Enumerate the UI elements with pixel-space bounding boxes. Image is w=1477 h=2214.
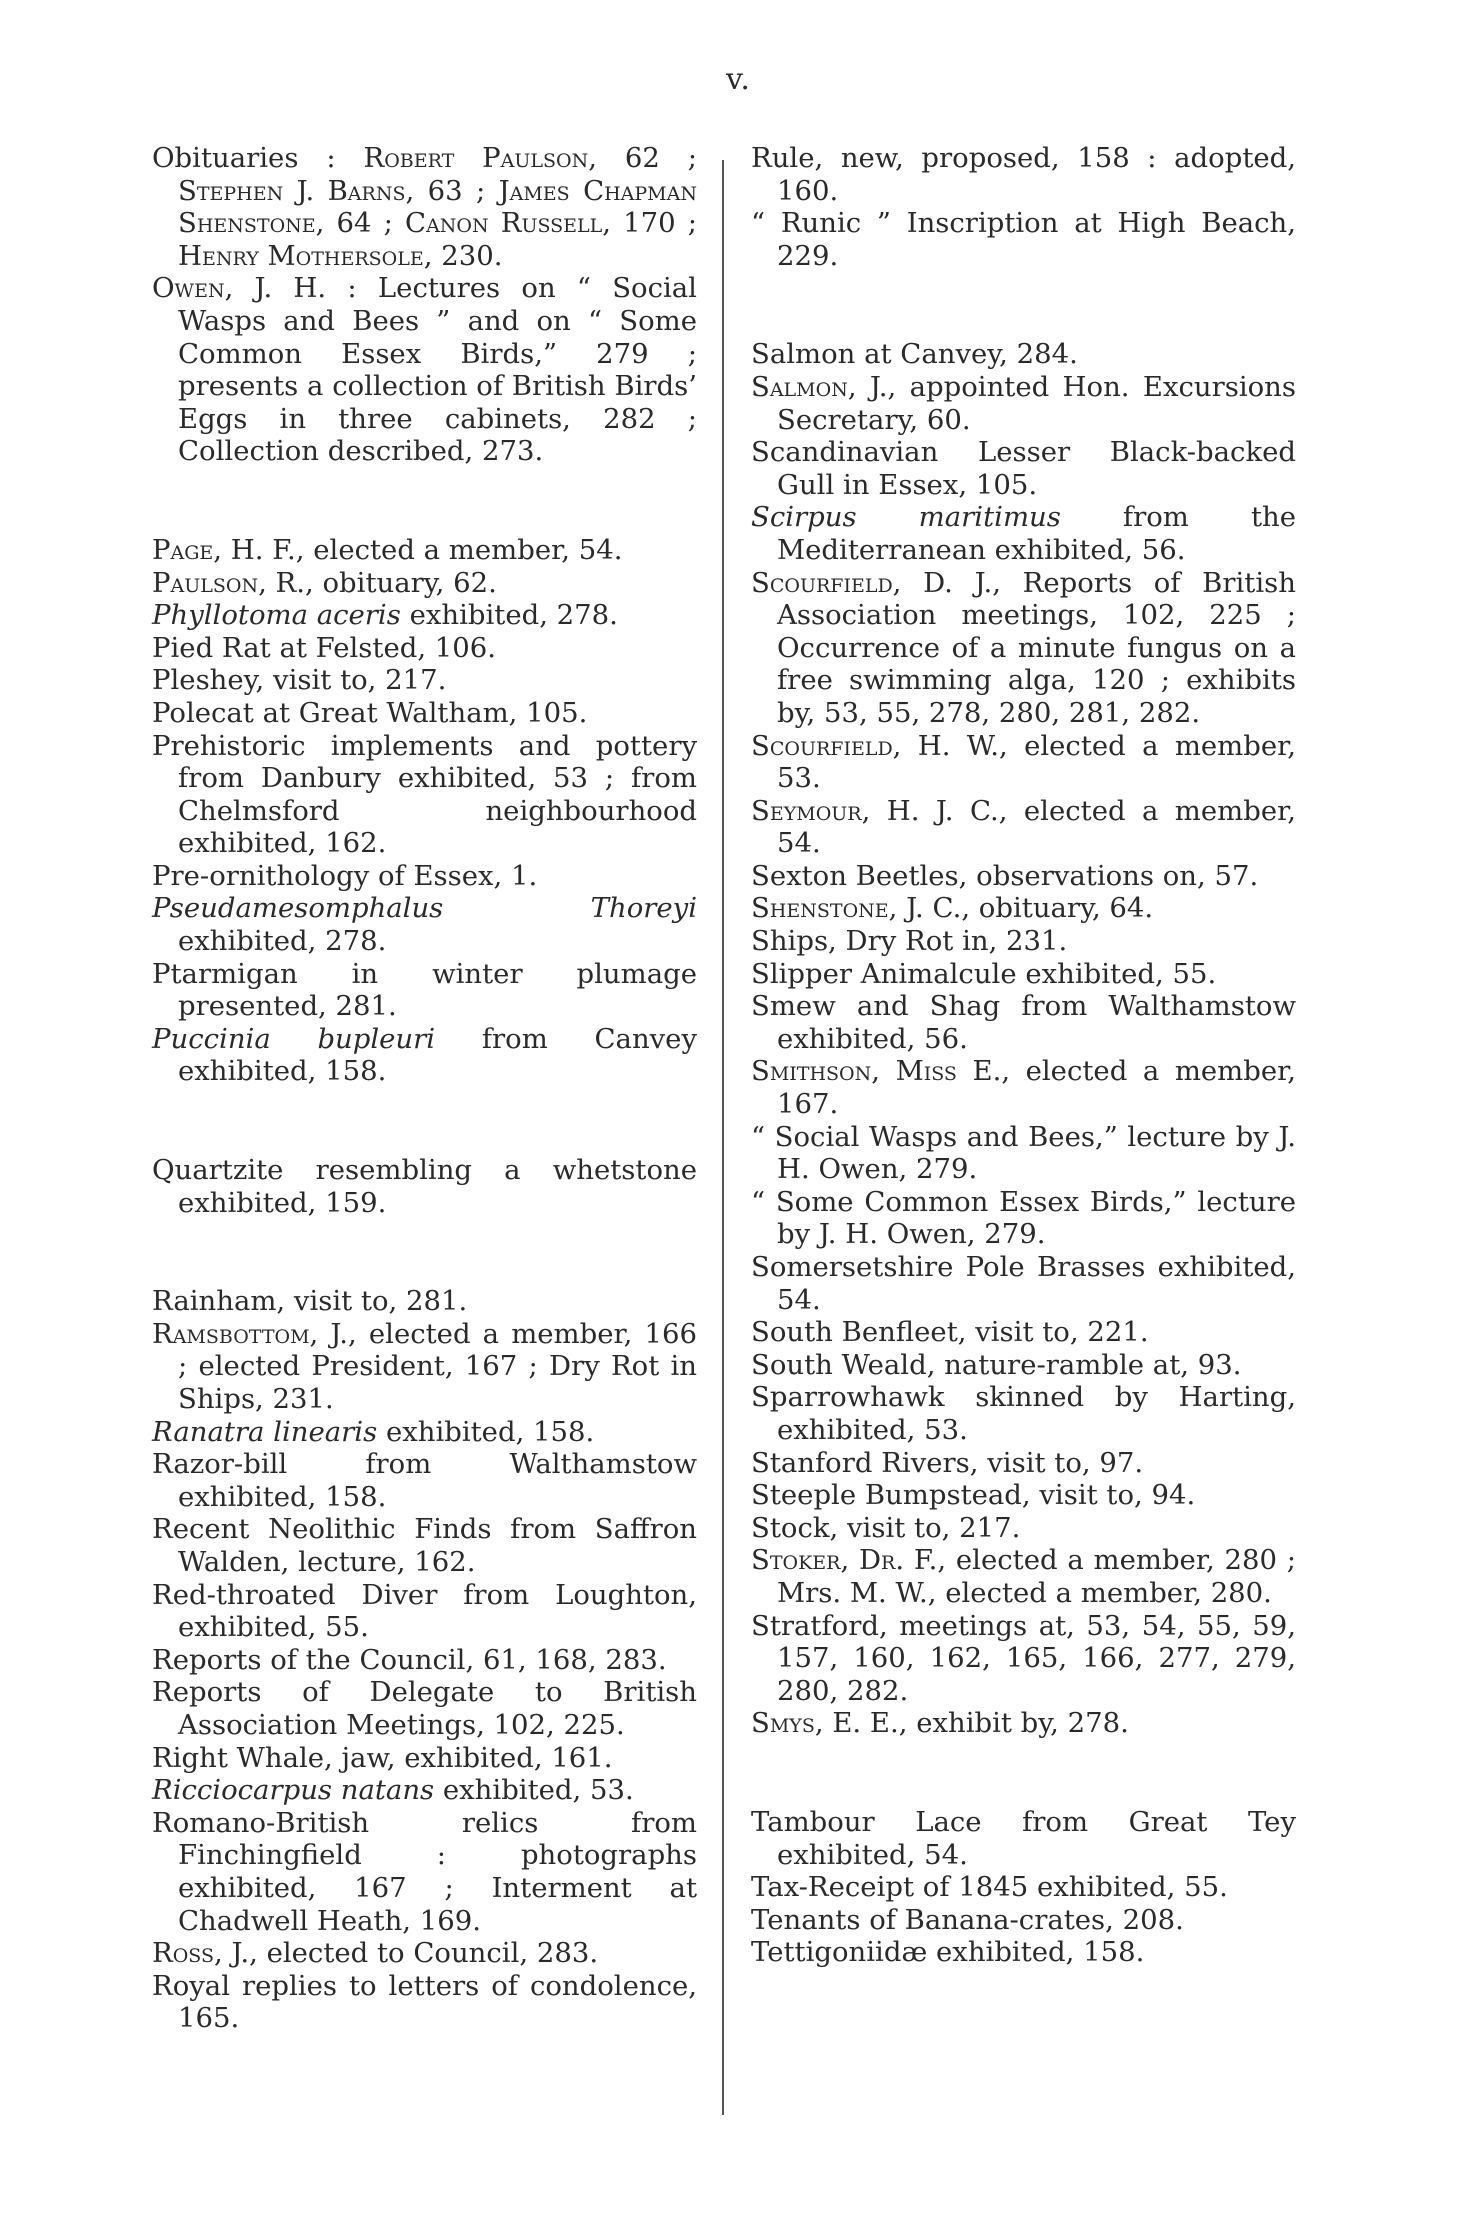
entry-text: Puccinia bupleuri — [152, 1022, 436, 1055]
entry-text: Ships, Dry Rot in, 231. — [751, 925, 1068, 958]
index-entry — [751, 795, 1296, 860]
entry-text: Slipper Animalcule exhibited, 55. — [751, 957, 1217, 990]
entry-text: “ Social Wasps and Bees,” lecture by J. H. Owen, 279. — [751, 1120, 1296, 1186]
entry-text: Paulson, R. — [152, 566, 306, 599]
entry-text: , elected a member, 166 ; elected President, 167 ; Dry Rot in Ships, 231. — [178, 1317, 697, 1415]
index-entry — [751, 207, 1296, 272]
index-entry — [751, 892, 1296, 925]
section-gap — [751, 272, 1296, 338]
index-entry — [751, 1936, 1296, 1969]
index-entry — [152, 1448, 697, 1513]
entry-text: “ Some Common Essex Birds,” lecture by J. H. Owen, 279. — [751, 1185, 1296, 1251]
index-entry — [152, 697, 697, 730]
entry-text: exhibited, 278. — [178, 925, 387, 958]
index-entry — [152, 142, 697, 272]
entry-text: Stratford, meetings at, 53, 54, 55, 59, 157, 160, 162, 165, 166, 277, 279, 280, 282. — [751, 1609, 1296, 1707]
entry-text: Tettigoniidæ exhibited, 158. — [751, 1936, 1145, 1969]
index-entry — [751, 958, 1296, 991]
entry-text: Henry Mothersole — [178, 239, 424, 272]
entry-text: , elected a member, 167. — [777, 1055, 1296, 1121]
entry-text: , obituary, 64. — [961, 892, 1154, 925]
entry-text: Royal replies to letters of condolence, 165. — [152, 1969, 697, 2035]
index-entry — [751, 1121, 1296, 1186]
entry-text: Stanford Rivers, visit to, 97. — [751, 1446, 1144, 1479]
index-entry — [751, 1610, 1296, 1708]
index-entry — [152, 1513, 697, 1578]
index-entry — [152, 1937, 697, 1970]
index-entry — [152, 1774, 697, 1807]
index-entry — [152, 632, 697, 665]
index-entry — [152, 1023, 697, 1088]
entry-text: Reports of Delegate to British Association Meetings, 102, 225. — [152, 1676, 697, 1741]
entry-text: Right Whale, jaw, exhibited, 161. — [152, 1741, 613, 1774]
entry-text: Ranatra linearis — [152, 1415, 378, 1448]
index-entry — [751, 501, 1296, 566]
entry-text: , elected a member, 280 ; Mrs. M. W., elected a member, 280. — [777, 1544, 1296, 1609]
entry-text: , 62 ; — [588, 142, 698, 174]
index-entry — [751, 1251, 1296, 1316]
index-column-left — [152, 142, 697, 2035]
index-entry — [751, 1349, 1296, 1382]
entry-text: Stoker, Dr. F. — [751, 1544, 938, 1577]
index-entry — [152, 1970, 697, 2035]
entry-text: Romano-British relics from Finchingfield : photographs exhibited, 167 ; Interment at Chadwell Heath, 169. — [152, 1806, 697, 1937]
entry-text: Canon Russell — [405, 207, 603, 240]
entry-text: , 230. — [423, 239, 503, 272]
index-entry — [751, 1871, 1296, 1904]
index-entry — [751, 338, 1296, 371]
entry-text: Steeple Bumpstead, visit to, 94. — [751, 1479, 1196, 1512]
entry-text: Razor-bill from Walthamstow exhibited, 158. — [152, 1448, 697, 1513]
entry-text: Tax-Receipt of 1845 exhibited, 55. — [751, 1871, 1228, 1904]
index-entry — [751, 1055, 1296, 1120]
entry-text: , 64 ; — [315, 207, 406, 240]
entry-text: Sparrowhawk skinned by Harting, exhibited, 53. — [751, 1381, 1296, 1446]
entry-text: James Chapman Shenstone — [178, 174, 697, 240]
section-gap — [152, 468, 697, 534]
index-entry — [152, 1742, 697, 1775]
entry-text: Quartzite resembling a whetstone exhibited, 159. — [152, 1154, 697, 1219]
entry-text: Tambour Lace from Great Tey exhibited, 54. — [751, 1805, 1296, 1871]
index-entry — [751, 567, 1296, 730]
section-gap — [152, 1219, 697, 1285]
entry-text: Stock, visit to, 217. — [751, 1511, 1021, 1544]
entry-text: Rule, new, proposed, 158 : adopted, 160. — [751, 142, 1296, 207]
section-gap — [751, 1740, 1296, 1806]
index-entry — [152, 534, 697, 567]
entry-text: Owen, J. H. — [152, 272, 327, 305]
entry-text: Obituaries : — [152, 142, 364, 174]
index-entry — [751, 1512, 1296, 1545]
index-entry — [751, 1381, 1296, 1446]
index-entry — [751, 990, 1296, 1055]
entry-text: Smys, E. E. — [751, 1707, 899, 1740]
index-entry — [751, 1186, 1296, 1251]
entry-text: Scourfield, H. W. — [751, 729, 1000, 762]
entry-text: Salmon at Canvey, 284. — [751, 338, 1078, 371]
index-entry — [152, 730, 697, 860]
entry-text: , elected to Council, 283. — [249, 1937, 599, 1970]
entry-text: , elected a member, 53. — [777, 729, 1296, 795]
entry-text: Somersetshire Pole Brasses exhibited, 54. — [751, 1251, 1296, 1316]
index-entry — [152, 1285, 697, 1318]
index-entry — [152, 1154, 697, 1219]
index-entry — [152, 272, 697, 468]
index-entry — [751, 371, 1296, 436]
entry-text: Ptarmigan in winter plumage presented, 281. — [152, 957, 697, 1023]
entry-text: Salmon, J. — [751, 370, 888, 403]
index-entry — [751, 925, 1296, 958]
index-entry — [152, 1579, 697, 1644]
index-entry — [751, 142, 1296, 207]
entry-text: Smithson, Miss E. — [751, 1055, 1002, 1088]
index-entry — [152, 1676, 697, 1741]
entry-text: Stephen J. Barns — [178, 174, 406, 207]
entry-text: , Reports of British Association meetings, 102, 225 ; Occurrence of a minute fungus on a free swimming alga, 120 ; exhibits by, 53, 55, 278, 280, 281, 282. — [777, 566, 1296, 729]
entry-text: Recent Neolithic Finds from Saffron Walden, lecture, 162. — [152, 1513, 697, 1578]
entry-text: Smew and Shag from Walthamstow exhibited, 56. — [751, 990, 1296, 1055]
index-entry — [751, 436, 1296, 501]
entry-text: Scourfield, D. J. — [751, 566, 993, 599]
index-entry — [751, 1806, 1296, 1871]
entry-text: Pre-ornithology of Essex, 1. — [152, 859, 538, 892]
index-entry — [751, 1316, 1296, 1349]
entry-text: Rainham, visit to, 281. — [152, 1285, 468, 1318]
entry-text: : Lectures on “ Social Wasps and Bees ” and on “ Some Common Essex Birds,” 279 ; presents a collection of British Birds’ Eggs in three cabinets, 282 ; Collection described, 273. — [178, 272, 697, 468]
index-entry — [751, 1479, 1296, 1512]
index-entry — [152, 958, 697, 1023]
entry-text: Pleshey, visit to, 217. — [152, 664, 447, 697]
entry-text: Sexton Beetles, observations on, 57. — [751, 859, 1259, 892]
page-number: v. — [726, 62, 751, 97]
index-entry — [751, 1447, 1296, 1480]
entry-text: , exhibit by, 278. — [898, 1707, 1129, 1740]
column-divider — [722, 160, 724, 2115]
entry-text: Scandinavian Lesser Black-backed Gull in Essex, 105. — [751, 436, 1296, 501]
entry-text: Ricciocarpus natans — [152, 1774, 435, 1807]
entry-text: Scirpus maritimus — [751, 501, 1061, 534]
entry-text: Prehistoric implements and pottery from Danbury exhibited, 53 ; from Chelmsford neighbourhood exhibited, 162. — [152, 729, 697, 860]
index-entry — [152, 892, 697, 957]
entry-text: South Benfleet, visit to, 221. — [751, 1316, 1149, 1349]
entry-text: , obituary, 62. — [305, 566, 497, 599]
entry-text: from the Mediterranean exhibited, 56. — [777, 501, 1296, 566]
entry-text: , appointed Hon. Excursions Secretary, 60. — [777, 370, 1296, 436]
entry-text: Robert Paulson — [363, 142, 589, 174]
entry-text: exhibited, 278. — [400, 599, 618, 632]
index-entry — [152, 1807, 697, 1937]
entry-text: Ramsbottom, J. — [152, 1317, 349, 1350]
entry-text: Page, H. F. — [152, 533, 296, 566]
entry-text: Pseudamesomphalus Thoreyi — [152, 892, 697, 925]
entry-text: exhibited, 158. — [377, 1415, 595, 1448]
index-entry — [751, 1904, 1296, 1937]
entry-text: , 170 ; — [602, 207, 697, 240]
entry-text: Pied Rat at Felsted, 106. — [152, 631, 497, 664]
entry-text: , elected a member, 54. — [777, 794, 1296, 860]
section-gap — [152, 1088, 697, 1154]
index-entry — [152, 1416, 697, 1449]
entry-text: Tenants of Banana-crates, 208. — [751, 1903, 1184, 1936]
entry-text: Ross, J. — [152, 1937, 250, 1970]
index-entry — [152, 860, 697, 893]
index-entry — [751, 730, 1296, 795]
index-entry — [751, 860, 1296, 893]
entry-text: Seymour, H. J. C. — [751, 794, 999, 827]
entry-text: South Weald, nature-ramble at, 93. — [751, 1348, 1242, 1381]
entry-text: Phyllotoma aceris — [152, 599, 401, 632]
entry-text: Shenstone, J. C. — [751, 892, 962, 925]
index-column-right — [751, 142, 1296, 1969]
entry-text: from Canvey exhibited, 158. — [178, 1022, 697, 1088]
index-entry — [152, 599, 697, 632]
entry-text: , 63 ; — [405, 174, 499, 207]
entry-text: , elected a member, 54. — [295, 533, 623, 566]
index-entry — [152, 1318, 697, 1416]
entry-text: Polecat at Great Waltham, 105. — [152, 696, 588, 729]
index-entry — [751, 1544, 1296, 1609]
index-entry — [152, 567, 697, 600]
entry-text: “ Runic ” Inscription at High Beach, 229. — [751, 207, 1296, 272]
index-entry — [152, 664, 697, 697]
index-entry — [152, 1644, 697, 1677]
entry-text: Reports of the Council, 61, 168, 283. — [152, 1643, 667, 1676]
entry-text: exhibited, 53. — [434, 1774, 634, 1807]
index-entry — [751, 1707, 1296, 1740]
entry-text: Red-throated Diver from Loughton, exhibited, 55. — [152, 1578, 697, 1644]
